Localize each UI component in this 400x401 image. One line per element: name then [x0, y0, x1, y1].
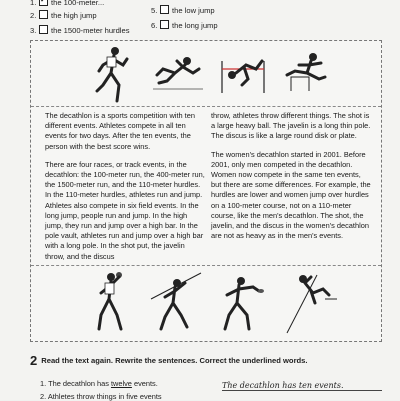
exercise-item-2: 2. Athletes throw things in five events [40, 392, 162, 401]
reading-frame [30, 40, 382, 342]
bottom-illustrations [31, 267, 381, 337]
pole-vault-illustration [281, 269, 337, 335]
exercise-item-1: 1. The decathlon has twelve events. [40, 379, 158, 388]
top-illustrations [31, 43, 381, 105]
right-column [211, 111, 373, 249]
discus-illustration [217, 269, 267, 333]
checkbox[interactable] [39, 25, 48, 34]
checkbox[interactable] [160, 5, 169, 14]
divider [31, 106, 381, 107]
high-jumper-illustration [218, 51, 268, 95]
divider [31, 265, 381, 266]
checkbox[interactable] [39, 10, 48, 19]
shot-put-illustration [93, 269, 133, 333]
paragraph: throw, athletes throw different things. The shot is a large heavy ball. The javelin is a long thin pole. The discus is like a large round disk or plate. [211, 111, 371, 141]
exercise-heading: 2 Read the text again. Rewrite the sentences. Correct the underlined words. [30, 353, 308, 368]
checkbox[interactable] [160, 20, 169, 29]
paragraph: There are four races, or track events, in the decathlon: the 100-meter run, the 400-meter run, the 1500-meter run, and the 110-meter hurdles. In the 110-meter hurdles, athletes run and jump. Athletes also compete in six field events. In the long jump, people run and jump. In the high jump, they run and jump over a high bar. In the pole vault, athletes run and jump over a high bar with a long pole. In the shot put, the javelin throw, and the discus [45, 159, 205, 261]
checkbox-checked[interactable] [39, 0, 48, 6]
hurdler-illustration [285, 51, 335, 95]
runner-illustration [93, 45, 133, 105]
checklist-item-1[interactable]: 1.✓ the 100-meter... [30, 0, 104, 7]
answer-line-1[interactable]: The decathlon has ten events. [222, 381, 382, 391]
left-column [45, 111, 205, 270]
checklist-item-6[interactable]: 6. the long jump [151, 21, 218, 30]
checklist-item-5[interactable]: 5. the low jump [151, 6, 215, 15]
checklist-item-3[interactable]: 3. the 1500-meter hurdles [30, 26, 130, 35]
checklist-item-2[interactable]: 2. the high jump [30, 11, 97, 20]
javelin-illustration [151, 269, 201, 333]
paragraph: The women's decathlon started in 2001. Before 2001, only men competed in the decathlon. Women now compete in the same ten events, but there are some differences. For example, the hurdles are lower and women jump over hurdles on a 100-meter course, not on a 110-meter course, like the men's decathlon. The shot, the javelin, and the discus in the women's decathlon are not as heavy as in the men's events. [211, 149, 371, 241]
long-jumper-illustration [153, 53, 203, 93]
paragraph: The decathlon is a sports competition with ten different events. Athletes compete in all ten events for two days. After the ten events, the person with the best score wins. [45, 111, 195, 151]
